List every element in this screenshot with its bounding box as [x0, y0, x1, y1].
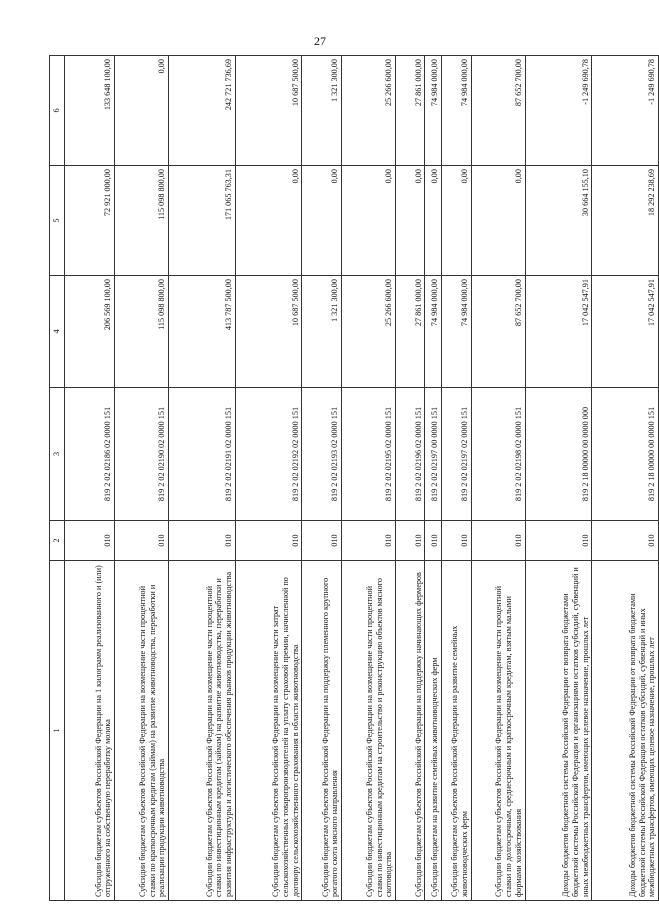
admin-code: 010 — [302, 521, 342, 561]
table-row — [235, 56, 302, 901]
value-col6: 87 652 700,00 — [471, 56, 525, 166]
row-description: Субсидии бюджетам субъектов Российской Федерации на поддержку начинающих фермеров — [395, 561, 425, 901]
budget-code: 819 2 02 02193 02 0000 151 — [302, 388, 342, 521]
budget-code: 819 2 02 02195 02 0000 151 — [342, 388, 396, 521]
table-row — [525, 56, 592, 901]
row-description: Субсидии бюджетам субъектов Российской Федерации на возмещение части затрат сельскохозяйственных товаропроизводителей на уплату страховой премии, начисленной по договору сельскохозяйственного страхования в области животноводства — [235, 561, 302, 901]
admin-code: 010 — [471, 521, 525, 561]
value-col4: 17 042 547,91 — [525, 276, 592, 388]
table-row — [395, 56, 425, 901]
admin-code: 010 — [425, 521, 442, 561]
table-row — [65, 56, 115, 901]
budget-code: 819 2 02 02197 00 0000 151 — [425, 388, 442, 521]
column-number-row — [50, 56, 65, 901]
row-description: Субсидии бюджетам субъектов Российской Федерации на возмещение части процентной ставки по инвестиционным кредитам на строительство и реконструкцию объектов мясного скотоводства — [342, 561, 396, 901]
budget-code: 819 2 02 02190 02 0000 151 — [115, 388, 169, 521]
budget-code: 819 2 02 02186 02 0000 151 — [65, 388, 115, 521]
value-col6: 27 861 000,00 — [395, 56, 425, 166]
row-description: Доходы бюджетов бюджетной системы Российской Федерации от возврата бюджетами бюджетной системы Российской Федерации и организациями остатков субсидий, субвенций и иных межбюджетных трансфертов, имеющих целевое назначение, прошлых лет — [525, 561, 592, 901]
value-col5: 115 098 800,00 — [115, 166, 169, 276]
table-row — [168, 56, 235, 901]
value-col6: 133 648 100,00 — [65, 56, 115, 166]
value-col5: 0,00 — [442, 166, 472, 276]
admin-code: 010 — [65, 521, 115, 561]
value-col6: 0,00 — [115, 56, 169, 166]
value-col6: 10 687 500,00 — [235, 56, 302, 166]
budget-code: 819 2 18 00000 00 0000 000 — [525, 388, 592, 521]
column-header: 6 — [50, 56, 65, 166]
row-description: Субсидии бюджетам субъектов Российской Федерации на поддержку племенного крупного рогатого скота мясного направления — [302, 561, 342, 901]
value-col6: -1 249 690,78 — [592, 56, 659, 166]
budget-code: 819 2 18 00000 00 0000 151 — [592, 388, 659, 521]
table-row — [471, 56, 525, 901]
value-col6: 74 984 000,00 — [425, 56, 442, 166]
value-col5: 171 065 763,31 — [168, 166, 235, 276]
budget-code: 819 2 02 02191 02 0000 151 — [168, 388, 235, 521]
row-description: Доходы бюджетов бюджетной системы Российской Федерации от возврата бюджетами бюджетной системы Российской Федерации остатков субсидий, субвенций и иных межбюджетных трансфертов, имеющих целевое назначение, прошлых лет — [592, 561, 659, 901]
budget-code: 819 2 02 02192 02 0000 151 — [235, 388, 302, 521]
row-description: Субсидии бюджетам субъектов Российской Федерации на 1 килограмм реализованного и (или) отгруженного на собственную переработку молока — [65, 561, 115, 901]
value-col6: 242 721 736,69 — [168, 56, 235, 166]
row-description: Субсидии бюджетам субъектов Российской Федерации на возмещение части процентной ставки по инвестиционным кредитам (займам) на развитие животноводства, переработки и развития инфраструктуры и логистического обеспечения рынков продукции животноводства — [168, 561, 235, 901]
budget-code: 819 2 02 02197 02 0000 151 — [442, 388, 472, 521]
value-col5: 0,00 — [425, 166, 442, 276]
admin-code: 010 — [592, 521, 659, 561]
value-col6: 74 984 000,00 — [442, 56, 472, 166]
row-description: Субсидии бюджетам на развитие семейных животноводческих ферм — [425, 561, 442, 901]
admin-code: 010 — [442, 521, 472, 561]
value-col4: 87 652 700,00 — [471, 276, 525, 388]
row-description: Субсидии бюджетам субъектов Российской Федерации на возмещение части процентной ставки по долгосрочным, среднесрочным и краткосрочным кредитам, взятым малыми формами хозяйствования — [471, 561, 525, 901]
column-header: 2 — [50, 521, 65, 561]
admin-code: 010 — [115, 521, 169, 561]
column-header: 4 — [50, 276, 65, 388]
value-col5: 18 292 238,69 — [592, 166, 659, 276]
table-row — [302, 56, 342, 901]
budget-code: 819 2 02 02196 02 0000 151 — [395, 388, 425, 521]
admin-code: 010 — [525, 521, 592, 561]
table-frame — [49, 56, 659, 901]
value-col6: -1 249 690,78 — [525, 56, 592, 166]
admin-code: 010 — [235, 521, 302, 561]
value-col4: 27 861 000,00 — [395, 276, 425, 388]
value-col4: 74 984 000,00 — [425, 276, 442, 388]
value-col4: 25 266 600,00 — [342, 276, 396, 388]
value-col5: 0,00 — [235, 166, 302, 276]
value-col4: 10 687 500,00 — [235, 276, 302, 388]
budget-code: 819 2 02 02198 02 0000 151 — [471, 388, 525, 521]
value-col5: 0,00 — [342, 166, 396, 276]
value-col5: 30 664 155,10 — [525, 166, 592, 276]
value-col6: 25 266 600,00 — [342, 56, 396, 166]
value-col6: 1 321 300,00 — [302, 56, 342, 166]
row-description: Субсидии бюджетам субъектов Российской Федерации на развитие семейных животноводческих ферм — [442, 561, 472, 901]
table-row — [425, 56, 442, 901]
budget-table — [49, 55, 659, 901]
value-col4: 206 569 100,00 — [65, 276, 115, 388]
value-col4: 413 787 500,00 — [168, 276, 235, 388]
page-number: 27 — [314, 34, 326, 48]
table-row — [115, 56, 169, 901]
table-row — [592, 56, 659, 901]
column-header: 1 — [50, 561, 65, 901]
rotated-table-container — [49, 56, 659, 901]
column-header: 5 — [50, 166, 65, 276]
column-header: 3 — [50, 388, 65, 521]
admin-code: 010 — [395, 521, 425, 561]
value-col4: 17 042 547,91 — [592, 276, 659, 388]
admin-code: 010 — [168, 521, 235, 561]
value-col5: 0,00 — [302, 166, 342, 276]
value-col4: 115 098 800,00 — [115, 276, 169, 388]
value-col5: 0,00 — [395, 166, 425, 276]
value-col4: 74 984 000,00 — [442, 276, 472, 388]
value-col5: 72 921 000,00 — [65, 166, 115, 276]
row-description: Субсидии бюджетам субъектов Российской Федерации на возмещение части процентной ставки по краткосрочным кредитам (займам) на развитие животноводства, переработки и реализации продукции животноводства — [115, 561, 169, 901]
value-col4: 1 321 300,00 — [302, 276, 342, 388]
value-col5: 0,00 — [471, 166, 525, 276]
admin-code: 010 — [342, 521, 396, 561]
table-row — [342, 56, 396, 901]
table-row — [442, 56, 472, 901]
